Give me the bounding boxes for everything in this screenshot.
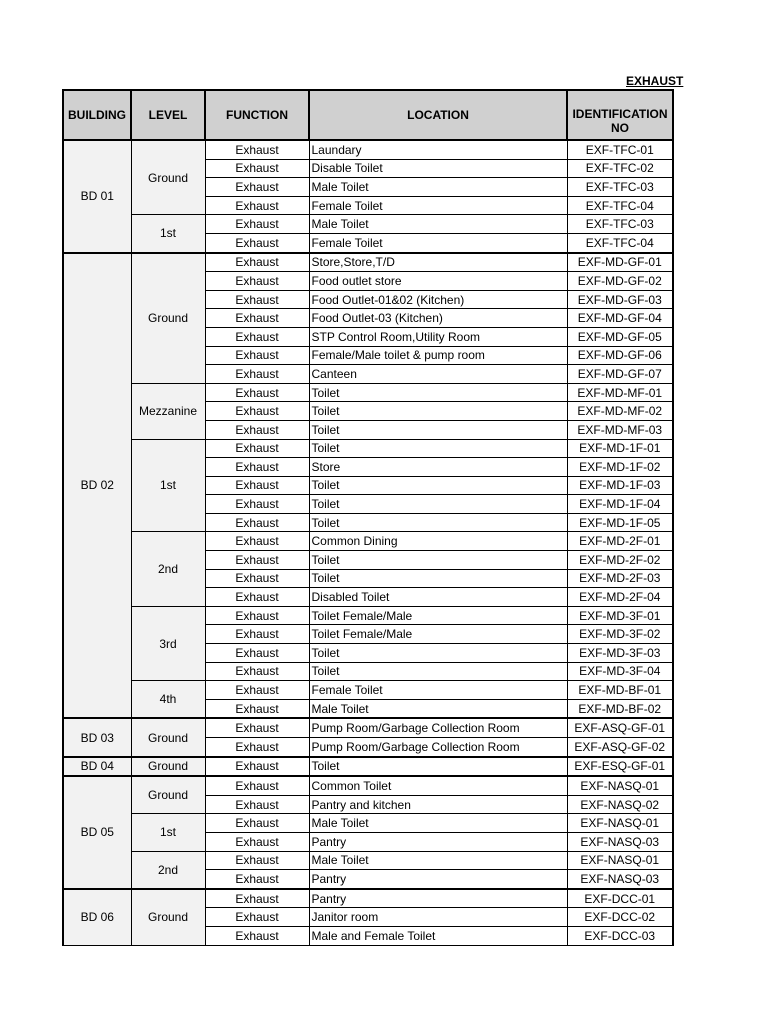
function-cell: Exhaust xyxy=(205,551,309,570)
table-row xyxy=(63,814,673,833)
function-cell: Exhaust xyxy=(205,532,309,551)
location-cell: Toilet xyxy=(309,662,567,681)
identification-cell: EXF-MD-3F-04 xyxy=(567,662,673,681)
location-cell: Toilet xyxy=(309,383,567,402)
identification-cell: EXF-ESQ-GF-01 xyxy=(567,757,673,777)
location-cell: Pantry xyxy=(309,870,567,889)
function-cell: Exhaust xyxy=(205,365,309,384)
header-identification-no xyxy=(567,90,673,140)
location-cell: Pantry and kitchen xyxy=(309,795,567,814)
identification-cell: EXF-MD-MF-02 xyxy=(567,402,673,421)
table-row xyxy=(63,439,673,458)
function-cell: Exhaust xyxy=(205,159,309,178)
sheet-title: EXHAUST xyxy=(626,74,684,88)
function-cell: Exhaust xyxy=(205,495,309,514)
function-cell: Exhaust xyxy=(205,215,309,234)
location-cell: Male Toilet xyxy=(309,699,567,718)
location-cell: Male Toilet xyxy=(309,851,567,870)
identification-cell: EXF-NASQ-03 xyxy=(567,832,673,851)
table-row xyxy=(63,253,673,272)
function-cell: Exhaust xyxy=(205,625,309,644)
function-cell: Exhaust xyxy=(205,832,309,851)
level-cell: Ground xyxy=(131,253,205,384)
level-cell: 2nd xyxy=(131,532,205,606)
function-cell: Exhaust xyxy=(205,253,309,272)
identification-cell: EXF-TFC-04 xyxy=(567,196,673,215)
identification-cell: EXF-MD-2F-01 xyxy=(567,532,673,551)
identification-cell: EXF-TFC-01 xyxy=(567,140,673,159)
location-cell: Male Toilet xyxy=(309,215,567,234)
location-cell: Toilet xyxy=(309,439,567,458)
location-cell: STP Control Room,Utility Room xyxy=(309,327,567,346)
function-cell: Exhaust xyxy=(205,346,309,365)
identification-cell: EXF-MD-GF-07 xyxy=(567,365,673,384)
location-cell: Toilet xyxy=(309,757,567,777)
location-cell: Toilet xyxy=(309,420,567,439)
function-cell: Exhaust xyxy=(205,233,309,252)
function-cell: Exhaust xyxy=(205,513,309,532)
function-cell: Exhaust xyxy=(205,420,309,439)
level-cell: 1st xyxy=(131,215,205,253)
function-cell: Exhaust xyxy=(205,814,309,833)
function-cell: Exhaust xyxy=(205,644,309,663)
location-cell: Female Toilet xyxy=(309,233,567,252)
building-cell: BD 01 xyxy=(63,140,131,253)
building-cell: BD 02 xyxy=(63,253,131,719)
location-cell: Common Toilet xyxy=(309,776,567,795)
location-cell: Toilet xyxy=(309,495,567,514)
header-function: FUNCTION xyxy=(205,90,309,140)
identification-cell: EXF-MD-3F-01 xyxy=(567,606,673,625)
function-cell: Exhaust xyxy=(205,870,309,889)
table-row xyxy=(63,889,673,908)
location-cell: Pump Room/Garbage Collection Room xyxy=(309,718,567,737)
level-cell: 4th xyxy=(131,681,205,719)
function-cell: Exhaust xyxy=(205,795,309,814)
table-row xyxy=(63,140,673,159)
function-cell: Exhaust xyxy=(205,476,309,495)
table-row xyxy=(63,383,673,402)
function-cell: Exhaust xyxy=(205,383,309,402)
building-cell: BD 05 xyxy=(63,776,131,889)
identification-cell: EXF-TFC-03 xyxy=(567,178,673,197)
level-cell: Mezzanine xyxy=(131,383,205,439)
location-cell: Toilet xyxy=(309,476,567,495)
level-cell: 2nd xyxy=(131,851,205,889)
location-cell: Disable Toilet xyxy=(309,159,567,178)
identification-cell: EXF-MD-3F-02 xyxy=(567,625,673,644)
location-cell: Female/Male toilet & pump room xyxy=(309,346,567,365)
identification-cell: EXF-MD-GF-01 xyxy=(567,253,673,272)
location-cell: Toilet Female/Male xyxy=(309,625,567,644)
building-cell: BD 04 xyxy=(63,757,131,777)
identification-cell: EXF-MD-1F-03 xyxy=(567,476,673,495)
identification-cell: EXF-MD-GF-02 xyxy=(567,272,673,291)
header-building: BUILDING xyxy=(63,90,131,140)
level-cell: 3rd xyxy=(131,606,205,680)
location-cell: Canteen xyxy=(309,365,567,384)
function-cell: Exhaust xyxy=(205,908,309,927)
table-row xyxy=(63,681,673,700)
identification-cell: EXF-MD-1F-04 xyxy=(567,495,673,514)
level-cell: 1st xyxy=(131,439,205,532)
location-cell: Toilet xyxy=(309,551,567,570)
header-location: LOCATION xyxy=(309,90,567,140)
location-cell: Male Toilet xyxy=(309,178,567,197)
function-cell: Exhaust xyxy=(205,458,309,477)
table-body xyxy=(63,140,673,945)
identification-cell: EXF-MD-1F-05 xyxy=(567,513,673,532)
level-cell: Ground xyxy=(131,889,205,945)
identification-cell: EXF-MD-2F-02 xyxy=(567,551,673,570)
function-cell: Exhaust xyxy=(205,681,309,700)
function-cell: Exhaust xyxy=(205,290,309,309)
table-row xyxy=(63,532,673,551)
function-cell: Exhaust xyxy=(205,926,309,945)
level-cell: Ground xyxy=(131,140,205,215)
identification-cell: EXF-DCC-03 xyxy=(567,926,673,945)
table-row xyxy=(63,606,673,625)
function-cell: Exhaust xyxy=(205,439,309,458)
identification-cell: EXF-DCC-01 xyxy=(567,889,673,908)
identification-cell: EXF-NASQ-01 xyxy=(567,851,673,870)
exhaust-schedule-table xyxy=(62,89,674,946)
location-cell: Food outlet store xyxy=(309,272,567,291)
identification-cell: EXF-MD-MF-01 xyxy=(567,383,673,402)
building-cell: BD 06 xyxy=(63,889,131,945)
location-cell: Toilet xyxy=(309,644,567,663)
level-cell: Ground xyxy=(131,757,205,777)
header-id-line2: NO xyxy=(611,121,629,135)
location-cell: Pantry xyxy=(309,889,567,908)
function-cell: Exhaust xyxy=(205,327,309,346)
location-cell: Disabled Toilet xyxy=(309,588,567,607)
identification-cell: EXF-TFC-04 xyxy=(567,233,673,252)
identification-cell: EXF-TFC-03 xyxy=(567,215,673,234)
identification-cell: EXF-MD-GF-06 xyxy=(567,346,673,365)
exhaust-schedule-table-wrap xyxy=(62,89,672,946)
function-cell: Exhaust xyxy=(205,309,309,328)
location-cell: Common Dining xyxy=(309,532,567,551)
level-cell: Ground xyxy=(131,776,205,814)
location-cell: Store xyxy=(309,458,567,477)
identification-cell: EXF-MD-1F-02 xyxy=(567,458,673,477)
level-cell: 1st xyxy=(131,814,205,851)
identification-cell: EXF-MD-1F-01 xyxy=(567,439,673,458)
location-cell: Female Toilet xyxy=(309,681,567,700)
identification-cell: EXF-MD-BF-01 xyxy=(567,681,673,700)
identification-cell: EXF-MD-GF-03 xyxy=(567,290,673,309)
identification-cell: EXF-ASQ-GF-02 xyxy=(567,738,673,757)
location-cell: Janitor room xyxy=(309,908,567,927)
location-cell: Male and Female Toilet xyxy=(309,926,567,945)
identification-cell: EXF-MD-2F-03 xyxy=(567,569,673,588)
table-row xyxy=(63,718,673,737)
function-cell: Exhaust xyxy=(205,776,309,795)
identification-cell: EXF-NASQ-03 xyxy=(567,870,673,889)
identification-cell: EXF-NASQ-01 xyxy=(567,814,673,833)
location-cell: Toilet xyxy=(309,569,567,588)
location-cell: Male Toilet xyxy=(309,814,567,833)
location-cell: Pump Room/Garbage Collection Room xyxy=(309,738,567,757)
header-id-line1: IDENTIFICATION xyxy=(572,107,668,122)
identification-cell: EXF-MD-MF-03 xyxy=(567,420,673,439)
location-cell: Food Outlet-01&02 (Kitchen) xyxy=(309,290,567,309)
function-cell: Exhaust xyxy=(205,606,309,625)
function-cell: Exhaust xyxy=(205,402,309,421)
location-cell: Pantry xyxy=(309,832,567,851)
building-cell: BD 03 xyxy=(63,718,131,756)
location-cell: Toilet xyxy=(309,402,567,421)
identification-cell: EXF-MD-GF-04 xyxy=(567,309,673,328)
identification-cell: EXF-MD-3F-03 xyxy=(567,644,673,663)
function-cell: Exhaust xyxy=(205,757,309,777)
function-cell: Exhaust xyxy=(205,718,309,737)
level-cell: Ground xyxy=(131,718,205,756)
table-row xyxy=(63,215,673,234)
function-cell: Exhaust xyxy=(205,588,309,607)
location-cell: Store,Store,T/D xyxy=(309,253,567,272)
location-cell: Toilet Female/Male xyxy=(309,606,567,625)
identification-cell: EXF-MD-2F-04 xyxy=(567,588,673,607)
table-row xyxy=(63,851,673,870)
table-row xyxy=(63,776,673,795)
identification-cell: EXF-NASQ-01 xyxy=(567,776,673,795)
identification-cell: EXF-DCC-02 xyxy=(567,908,673,927)
function-cell: Exhaust xyxy=(205,738,309,757)
header-row xyxy=(63,90,673,140)
function-cell: Exhaust xyxy=(205,196,309,215)
function-cell: Exhaust xyxy=(205,178,309,197)
location-cell: Toilet xyxy=(309,513,567,532)
function-cell: Exhaust xyxy=(205,699,309,718)
function-cell: Exhaust xyxy=(205,569,309,588)
function-cell: Exhaust xyxy=(205,889,309,908)
location-cell: Food Outlet-03 (Kitchen) xyxy=(309,309,567,328)
identification-cell: EXF-NASQ-02 xyxy=(567,795,673,814)
function-cell: Exhaust xyxy=(205,140,309,159)
table-header xyxy=(63,90,673,140)
identification-cell: EXF-MD-GF-05 xyxy=(567,327,673,346)
header-level: LEVEL xyxy=(131,90,205,140)
identification-cell: EXF-TFC-02 xyxy=(567,159,673,178)
function-cell: Exhaust xyxy=(205,662,309,681)
location-cell: Laundary xyxy=(309,140,567,159)
function-cell: Exhaust xyxy=(205,851,309,870)
identification-cell: EXF-ASQ-GF-01 xyxy=(567,718,673,737)
table-row xyxy=(63,757,673,777)
function-cell: Exhaust xyxy=(205,272,309,291)
location-cell: Female Toilet xyxy=(309,196,567,215)
identification-cell: EXF-MD-BF-02 xyxy=(567,699,673,718)
